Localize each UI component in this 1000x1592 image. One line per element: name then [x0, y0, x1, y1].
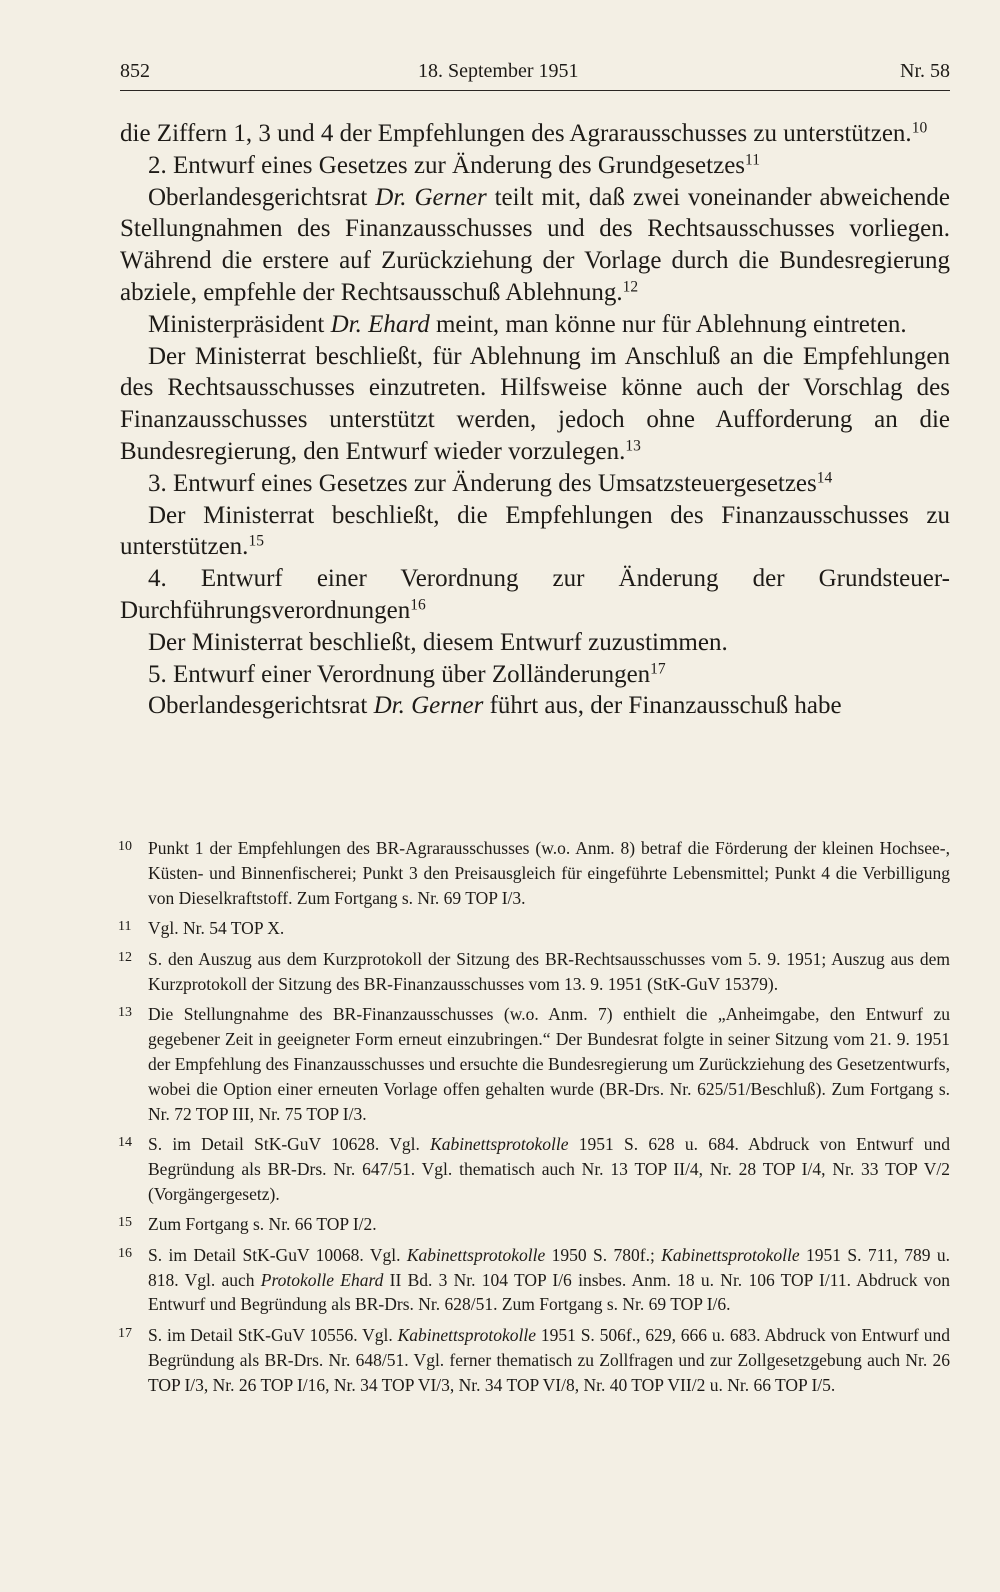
- footnote-ref: 12: [622, 278, 639, 296]
- footnote-number: 12: [118, 949, 132, 965]
- footnote: 11 Vgl. Nr. 54 TOP X.: [118, 916, 950, 941]
- paragraph: Oberlandesgerichtsrat Dr. Gerner führt aus, der Finanzausschuß habe: [148, 692, 842, 720]
- footnote-number: 14: [118, 1134, 132, 1150]
- footnote-ref: 11: [745, 151, 760, 169]
- paragraph: die Ziffern 1, 3 und 4 der Empfehlungen des Agrarausschusses zu unterstützen.$^{10}$: [120, 119, 928, 147]
- footnotes: [118, 836, 950, 1403]
- footnote-number: 11: [118, 919, 132, 935]
- footnote-number: 16: [118, 1245, 132, 1261]
- person-name: Dr. Gerner: [375, 183, 487, 211]
- footnote-ref: 15: [248, 532, 264, 550]
- footnote: 16 S. im Detail StK-GuV 10068. Vgl. Kabinettsprotokolle 1950 S. 780f.; Kabinettsprotokolle 1951 S. 711, 789 u. 818. Vgl. auch Protokolle Ehard II Bd. 3 Nr. 104 TOP I/6 insbes. Anm. 18 u. Nr. 106 TOP I/11. Abdruck von Entwurf und Begründung als BR-Drs. Nr. 628/51. Zum Fortgang s. Nr. 69 TOP I/6.: [118, 1243, 950, 1318]
- publication-title: Protokolle Ehard: [260, 1269, 384, 1290]
- paragraph: Oberlandesgerichtsrat Dr. Gerner teilt mit, daß zwei voneinander abweichende Stellungnahmen des Finanzausschusses und des Rechtsausschusses vorliegen. Während die erstere auf Zurückziehung der Vorlage durch die Bundesregierung abziele, empfehle der Rechtsausschuß Ablehnung.$^{12}$: [120, 183, 950, 306]
- document-number: Nr. 58: [900, 60, 950, 82]
- agenda-item-heading: 2. Entwurf eines Gesetzes zur Änderung des Grundgesetzes$^{11}$: [148, 151, 760, 179]
- person-name: Dr. Gerner: [373, 692, 484, 720]
- footnote: 12 S. den Auszug aus dem Kurzprotokoll der Sitzung des BR-Rechtsausschusses vom 5. 9. 1951; Auszug aus dem Kurzprotokoll der Sitzung des BR-Finanzausschusses vom 13. 9. 1951 (StK-GuV 15379).: [118, 947, 950, 997]
- footnote: 14 S. im Detail StK-GuV 10628. Vgl. Kabinettsprotokolle 1951 S. 628 u. 684. Abdruck von Entwurf und Begründung als BR-Drs. Nr. 647/51. Vgl. thematisch auch Nr. 13 TOP II/4, Nr. 28 TOP I/4, Nr. 33 TOP V/2 (Vorgängergesetz).: [118, 1132, 950, 1207]
- agenda-item-heading: 4. Entwurf einer Verordnung zur Änderung der Grundsteuer-Durchführungsverordnungen$^{16}$: [120, 565, 950, 624]
- footnote-number: 13: [118, 1004, 132, 1020]
- footnote-ref: 17: [650, 660, 666, 678]
- publication-title: Kabinettsprotokolle: [430, 1133, 569, 1154]
- footnote-ref: 16: [410, 596, 426, 614]
- paragraph: Der Ministerrat beschließt, die Empfehlungen des Finanzausschusses zu unterstützen.$^{15}$: [120, 501, 950, 561]
- footnote-number: 10: [118, 839, 132, 854]
- footnote-ref: 10: [911, 119, 928, 137]
- publication-title: Kabinettsprotokolle: [661, 1244, 800, 1265]
- footnote-ref: 14: [816, 469, 833, 487]
- footnote: 13 Die Stellungnahme des BR-Finanzausschusses (w.o. Anm. 7) enthielt die „Anheimgabe, den Entwurf zu gegebener Zeit in geeigneter Form erneut einzubringen.“ Der Bundesrat folgte in seiner Sitzung vom 21. 9. 1951 der Empfehlung des Finanzausschusses und ersuchte die Bundesregierung um Zurückziehung des Gesetzentwurfs, wobei die Option einer erneuten Vorlage offen gehalten wurde (BR-Drs. Nr. 625/51/Beschluß). Zum Fortgang s. Nr. 72 TOP III, Nr. 75 TOP I/3.: [118, 1002, 950, 1127]
- footnote-number: 15: [118, 1215, 132, 1231]
- paragraph: Ministerpräsident Dr. Ehard meint, man könne nur für Ablehnung eintreten.: [148, 310, 907, 338]
- footnote-ref: 13: [625, 437, 641, 455]
- header-date: 18. September 1951: [418, 60, 579, 82]
- agenda-item-heading: 3. Entwurf eines Gesetzes zur Änderung des Umsatzsteuergesetzes$^{14}$: [148, 469, 833, 497]
- page-number: 852: [120, 60, 150, 82]
- publication-title: Kabinettsprotokolle: [406, 1244, 546, 1265]
- paragraph: Der Ministerrat beschließt, für Ablehnung im Anschluß an die Empfehlungen des Rechtsausschusses einzutreten. Hilfsweise könne auch der Vorschlag des Finanzausschusses unterstützt werden, jedoch ohne Aufforderung an die Bundesregierung, den Entwurf wieder vorzulegen.$^{13}$: [120, 342, 950, 465]
- footnote: 15 Zum Fortgang s. Nr. 66 TOP I/2.: [118, 1212, 950, 1237]
- footnote-number: 17: [118, 1325, 132, 1341]
- person-name: Dr. Ehard: [330, 310, 430, 338]
- agenda-item-heading: 5. Entwurf einer Verordnung über Zolländerungen$^{17}$: [148, 660, 666, 688]
- paragraph: Der Ministerrat beschließt, diesem Entwurf zuzustimmen.: [148, 628, 728, 656]
- footnote: 17 S. im Detail StK-GuV 10556. Vgl. Kabinettsprotokolle 1951 S. 506f., 629, 666 u. 683. Abdruck von Entwurf und Begründung als BR-Drs. Nr. 648/51. Vgl. ferner thematisch zu Zollfragen und zur Zollgesetzgebung auch Nr. 26 TOP I/3, Nr. 26 TOP I/16, Nr. 34 TOP VI/3, Nr. 34 TOP VI/8, Nr. 40 TOP VII/2 u. Nr. 66 TOP I/5.: [118, 1323, 950, 1398]
- publication-title: Kabinettsprotokolle: [397, 1324, 536, 1345]
- running-header: [120, 58, 950, 91]
- footnote: 10 Punkt 1 der Empfehlungen des BR-Agrarausschusses (w.o. Anm. 8) betraf die Förderung der kleinen Hochsee-, Küsten- und Binnenfischerei; Punkt 3 den Preisausgleich für eingeführte Lebensmittel; Punkt 4 die Verbilligung von Dieselkraftstoff. Zum Fortgang s. Nr. 69 TOP I/3.: [118, 836, 950, 911]
- main-text: [120, 118, 950, 722]
